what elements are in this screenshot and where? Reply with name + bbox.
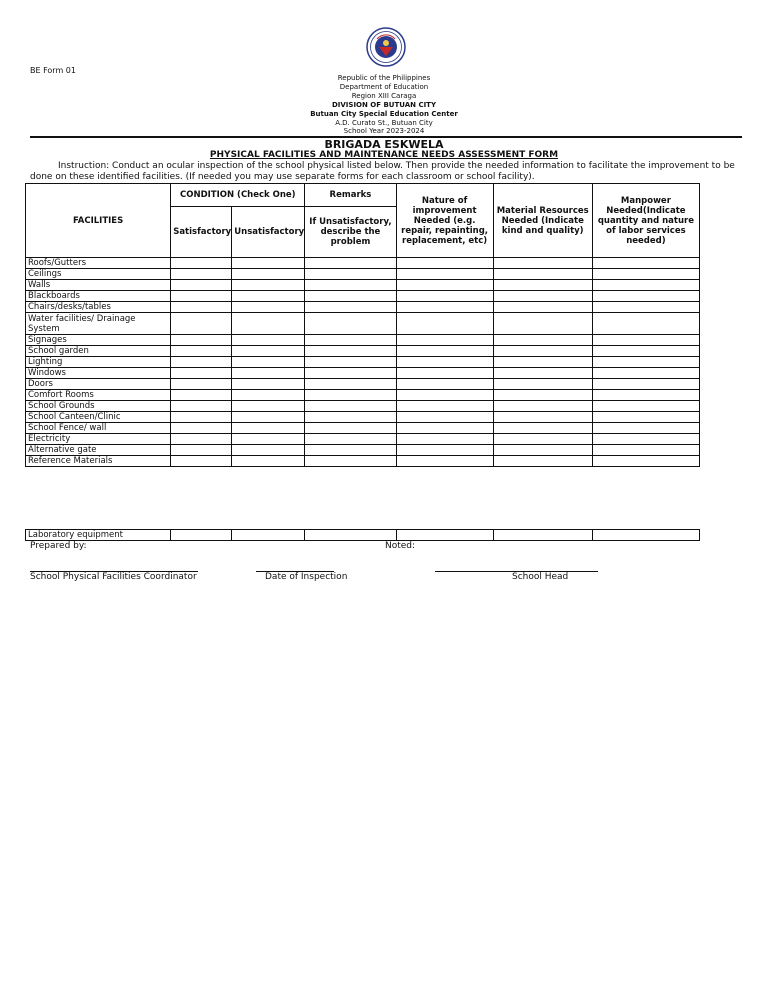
material-cell[interactable] [493,280,592,291]
satisfactory-cell[interactable] [171,456,232,467]
row-label: Signages [26,335,171,346]
form-title: BRIGADA ESKWELA [324,138,444,151]
form-code: BE Form 01 [30,66,76,75]
table-row [26,379,700,390]
manpower-cell[interactable] [592,456,699,467]
manpower-cell[interactable] [592,269,699,280]
satisfactory-cell[interactable] [171,269,232,280]
row-label: Roofs/Gutters [26,258,171,269]
remarks-cell[interactable] [305,302,396,313]
material-cell[interactable] [493,291,592,302]
remarks-cell[interactable] [305,379,396,390]
row-label: Laboratory equipment [26,530,171,541]
unsatisfactory-cell[interactable] [232,530,305,541]
satisfactory-cell[interactable] [171,412,232,423]
manpower-cell[interactable] [592,412,699,423]
unsatisfactory-cell[interactable] [232,335,305,346]
table-row [26,434,700,445]
unsatisfactory-cell[interactable] [232,346,305,357]
remarks-cell[interactable] [305,423,396,434]
nature-cell[interactable] [396,530,493,541]
row-label: School Grounds [26,401,171,412]
material-cell[interactable] [493,269,592,280]
header-line-2: Department of Education [339,83,429,91]
row-label: Comfort Rooms [26,390,171,401]
unsatisfactory-cell[interactable] [232,412,305,423]
row-label: School Fence/ wall [26,423,171,434]
unsatisfactory-cell[interactable] [232,357,305,368]
nature-cell[interactable] [396,291,493,302]
material-cell[interactable] [493,313,592,335]
nature-cell[interactable] [396,368,493,379]
material-cell[interactable] [493,390,592,401]
satisfactory-cell[interactable] [171,530,232,541]
material-cell[interactable] [493,434,592,445]
remarks-cell[interactable] [305,390,396,401]
manpower-cell[interactable] [592,280,699,291]
remarks-cell[interactable] [305,280,396,291]
material-cell[interactable] [493,456,592,467]
nature-cell[interactable] [396,357,493,368]
col-condition: CONDITION (Check One) [171,184,305,207]
remarks-cell[interactable] [305,357,396,368]
table-row [26,368,700,379]
satisfactory-cell[interactable] [171,401,232,412]
row-label: Doors [26,379,171,390]
table-row [26,445,700,456]
manpower-cell[interactable] [592,313,699,335]
noted-label: Noted: [385,541,416,551]
satisfactory-cell[interactable] [171,390,232,401]
satisfactory-cell[interactable] [171,302,232,313]
manpower-cell[interactable] [592,291,699,302]
nature-cell[interactable] [396,346,493,357]
remarks-cell[interactable] [305,368,396,379]
col-material: Material Resources Needed (Indicate kind and quality) [493,184,592,258]
table-row [26,401,700,412]
header-address: A.D. Curato St., Butuan City [335,119,433,127]
unsatisfactory-cell[interactable] [232,390,305,401]
unsatisfactory-cell[interactable] [232,269,305,280]
material-cell[interactable] [493,401,592,412]
row-label: School garden [26,346,171,357]
nature-cell[interactable] [396,412,493,423]
row-label: Windows [26,368,171,379]
remarks-cell[interactable] [305,313,396,335]
row-label: Water facilities/ Drainage System [26,313,171,335]
table-row [26,269,700,280]
row-label: Electricity [26,434,171,445]
row-label: Walls [26,280,171,291]
unsatisfactory-cell[interactable] [232,258,305,269]
table-row [26,313,700,335]
deped-seal-icon [366,27,406,67]
satisfactory-cell[interactable] [171,346,232,357]
nature-cell[interactable] [396,445,493,456]
unsatisfactory-cell[interactable] [232,423,305,434]
table-row [26,258,700,269]
manpower-cell[interactable] [592,379,699,390]
unsatisfactory-cell[interactable] [232,302,305,313]
assessment-table [25,183,700,467]
remarks-cell[interactable] [305,412,396,423]
nature-cell[interactable] [396,401,493,412]
unsatisfactory-cell[interactable] [232,445,305,456]
form-subtitle: PHYSICAL FACILITIES AND MAINTENANCE NEEDS ASSESSMENT FORM [209,150,559,160]
unsatisfactory-cell[interactable] [232,434,305,445]
nature-cell[interactable] [396,434,493,445]
nature-cell[interactable] [396,423,493,434]
satisfactory-cell[interactable] [171,423,232,434]
nature-cell[interactable] [396,390,493,401]
remarks-cell[interactable] [305,335,396,346]
unsatisfactory-cell[interactable] [232,456,305,467]
row-label: Blackboards [26,291,171,302]
satisfactory-cell[interactable] [171,258,232,269]
satisfactory-cell[interactable] [171,368,232,379]
material-cell[interactable] [493,302,592,313]
header-line-3: Region XIII Caraga [351,92,417,100]
unsatisfactory-cell[interactable] [232,379,305,390]
remarks-cell[interactable] [305,434,396,445]
satisfactory-cell[interactable] [171,335,232,346]
material-cell[interactable] [493,335,592,346]
unsatisfactory-cell[interactable] [232,291,305,302]
nature-cell[interactable] [396,280,493,291]
coordinator-label: School Physical Facilities Coordinator [30,572,197,582]
manpower-cell[interactable] [592,302,699,313]
table-row [26,302,700,313]
table-row [26,423,700,434]
remarks-cell[interactable] [305,401,396,412]
manpower-cell[interactable] [592,357,699,368]
table-row [26,335,700,346]
manpower-cell[interactable] [592,530,699,541]
row-label: School Canteen/Clinic [26,412,171,423]
table-row [26,346,700,357]
col-remarks: Remarks [305,184,396,207]
nature-cell[interactable] [396,313,493,335]
satisfactory-cell[interactable] [171,291,232,302]
table-row [26,412,700,423]
date-label: Date of Inspection [265,572,348,582]
header-line-1: Republic of the Philippines [337,74,431,82]
satisfactory-cell[interactable] [171,280,232,291]
material-cell[interactable] [493,445,592,456]
col-satisfactory: Satisfactory [171,207,232,258]
col-manpower: Manpower Needed(Indicate quantity and nature of labor services needed) [592,184,699,258]
unsatisfactory-cell[interactable] [232,368,305,379]
nature-cell[interactable] [396,379,493,390]
manpower-cell[interactable] [592,368,699,379]
col-nature: Nature of improvement Needed (e.g. repair, repainting, replacement, etc) [396,184,493,258]
material-cell[interactable] [493,530,592,541]
table-row [26,390,700,401]
row-label: Lighting [26,357,171,368]
table-row [26,456,700,467]
satisfactory-cell[interactable] [171,313,232,335]
nature-cell[interactable] [396,258,493,269]
manpower-cell[interactable] [592,434,699,445]
instruction-text: Instruction: Conduct an ocular inspection of the school physical listed below. Then provide the needed information to facilitate the improvement to be done on these identified facilities. (If needed you may use separate forms for each classroom or school facility). [30,161,735,182]
manpower-cell[interactable] [592,258,699,269]
header-division: DIVISION OF BUTUAN CITY [331,101,437,109]
material-cell[interactable] [493,412,592,423]
material-cell[interactable] [493,379,592,390]
manpower-cell[interactable] [592,423,699,434]
manpower-cell[interactable] [592,335,699,346]
manpower-cell[interactable] [592,401,699,412]
row-label: Alternative gate [26,445,171,456]
remarks-cell[interactable] [305,530,396,541]
remarks-cell[interactable] [305,269,396,280]
prepared-by-label: Prepared by: [30,541,87,551]
table-row [26,291,700,302]
unsatisfactory-cell[interactable] [232,313,305,335]
nature-cell[interactable] [396,335,493,346]
remarks-cell[interactable] [305,445,396,456]
row-label: Chairs/desks/tables [26,302,171,313]
col-unsatisfactory: Unsatisfactory [232,207,305,258]
header-school: Butuan City Special Education Center [310,110,458,118]
unsatisfactory-cell[interactable] [232,401,305,412]
table-row [26,280,700,291]
remarks-cell[interactable] [305,346,396,357]
lab-table [25,529,700,541]
unsatisfactory-cell[interactable] [232,280,305,291]
remarks-cell[interactable] [305,291,396,302]
nature-cell[interactable] [396,302,493,313]
head-label: School Head [512,572,569,582]
manpower-cell[interactable] [592,390,699,401]
manpower-cell[interactable] [592,346,699,357]
manpower-cell[interactable] [592,445,699,456]
remarks-cell[interactable] [305,258,396,269]
satisfactory-cell[interactable] [171,379,232,390]
col-remarks-sub: If Unsatisfactory, describe the problem [305,207,396,258]
material-cell[interactable] [493,346,592,357]
remarks-cell[interactable] [305,456,396,467]
col-facilities: FACILITIES [26,184,171,258]
material-cell[interactable] [493,423,592,434]
satisfactory-cell[interactable] [171,434,232,445]
row-label: Reference Materials [26,456,171,467]
material-cell[interactable] [493,258,592,269]
material-cell[interactable] [493,368,592,379]
table-row [26,357,700,368]
row-label: Ceilings [26,269,171,280]
material-cell[interactable] [493,357,592,368]
satisfactory-cell[interactable] [171,445,232,456]
satisfactory-cell[interactable] [171,357,232,368]
nature-cell[interactable] [396,456,493,467]
header-school-year: School Year 2023-2024 [343,127,425,135]
nature-cell[interactable] [396,269,493,280]
